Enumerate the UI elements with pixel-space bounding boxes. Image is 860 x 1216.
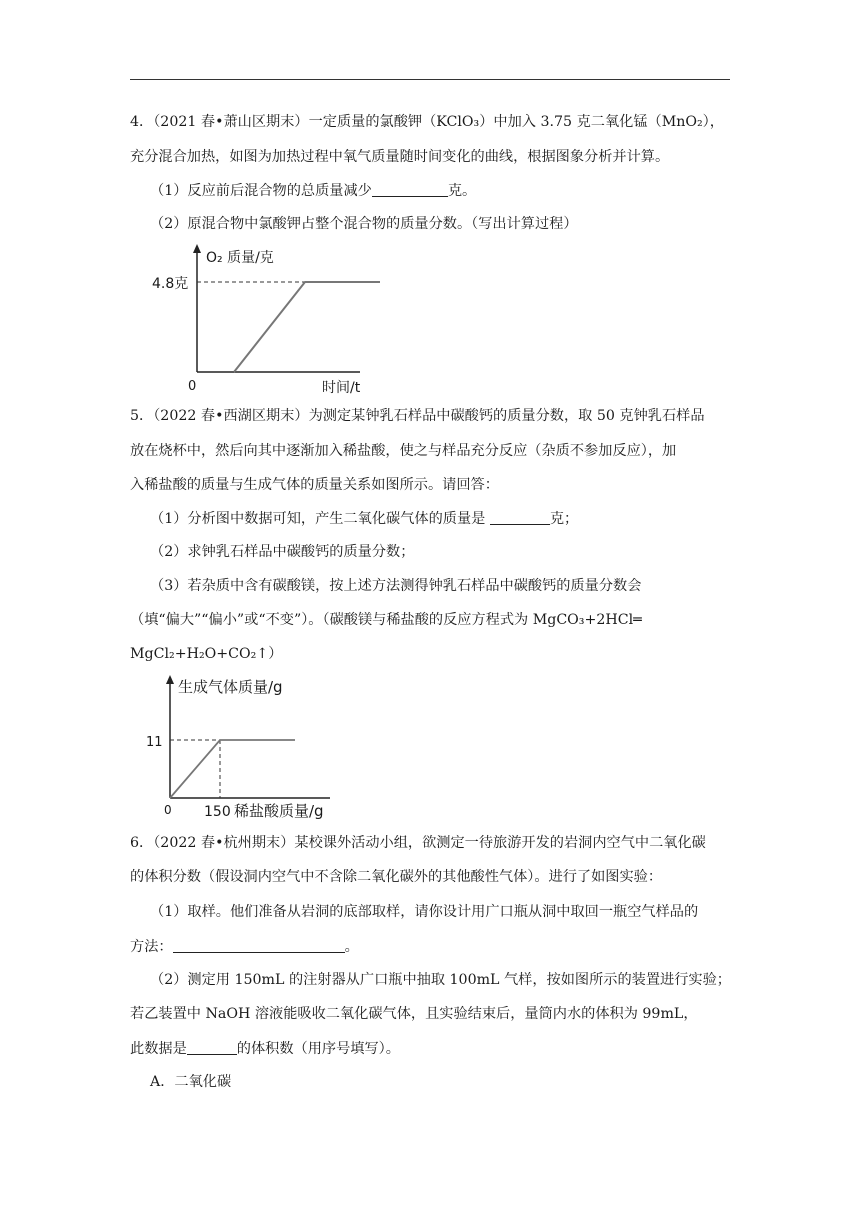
q5-xtick: 150 (204, 804, 231, 820)
q6-sub1-end: 。 (344, 939, 359, 955)
q5-sub3-line1: （3）若杂质中含有碳酸镁，按上述方法测得钟乳石样品中碳酸钙的质量分数会 (150, 578, 642, 594)
q5-xlabel: 稀盐酸质量/g (234, 802, 324, 820)
q4-origin: 0 (188, 379, 197, 394)
q6-sub1-line1: （1）取样。他们准备从岩洞的底部取样，请你设计用广口瓶从洞中取回一瓶空气样品的 (150, 904, 699, 920)
q5-sub3-line3: MgCl₂+H₂O+CO₂↑） (130, 646, 283, 662)
q4-ytick: 4.8克 (152, 276, 189, 292)
q5-sub2: （2）求钟乳石样品中碳酸钙的质量分数； (150, 544, 415, 560)
q4-xlabel: 时间/t (322, 380, 361, 396)
q5-stem-line1: 5．（2022 春•西湖区期末）为测定某钟乳石样品中碳酸钙的质量分数，取 50 克钟乳石样品 (130, 408, 705, 424)
q4-ylabel: O₂ 质量/克 (206, 250, 274, 266)
q6-sub2-line3 (130, 1038, 400, 1059)
q5-sub1 (150, 508, 578, 529)
q6-sub1-line2 (130, 936, 359, 957)
q4-y-arrow (193, 244, 201, 253)
q6-option-a[interactable]: A．二氧化碳 (150, 1074, 232, 1090)
q5-ylabel: 生成气体质量/g (178, 678, 283, 696)
q6-sub1-blank[interactable] (173, 936, 345, 953)
q5-stem-line3: 入稀盐酸的质量与生成气体的质量关系如图所示。请回答： (130, 477, 499, 493)
q4-sub2: （2）原混合物中氯酸钾占整个混合物的质量分数。（写出计算过程） (150, 216, 578, 232)
q5-origin: 0 (164, 803, 172, 817)
q6-sub2-end: 的体积数（用序号填写）。 (236, 1041, 400, 1057)
q6-stem-line1: 6．（2022 春•杭州期末）某校课外活动小组，欲测定一待旅游开发的岩洞内空气中二氧化碳 (130, 835, 706, 851)
q6-sub2-text: 此数据是 (130, 1041, 187, 1057)
q4-stem-line1: 4．（2021 春•萧山区期末）一定质量的氯酸钾（KClO₃）中加入 3.75 克二氧化锰（MnO₂）， (130, 114, 724, 130)
q5-sub1-text: （1）分析图中数据可知，产生二氧化碳气体的质量是 (150, 511, 486, 527)
q5-chart (140, 670, 350, 820)
q4-sub1 (150, 180, 476, 201)
q4-sub1-blank[interactable] (372, 180, 448, 197)
q5-sub1-unit: 克； (549, 511, 579, 527)
q5-sub3-line2: （填“偏大”“偏小”或“不变”）。（碳酸镁与稀盐酸的反应方程式为 MgCO₃+2HCl═ (130, 612, 642, 628)
q6-stem-line2: 的体积分数（假设洞内空气中不含除二氧化碳外的其他酸性气体）。进行了如图实验： (130, 869, 663, 885)
header-rule (130, 79, 730, 80)
q4-chart (150, 240, 390, 396)
q4-sub1-unit: 克。 (447, 183, 477, 199)
q4-curve (234, 282, 380, 372)
q6-sub2-line1: （2）测定用 150mL 的注射器从广口瓶中抽取 100mL 气样，按如图所示的装置进行实验； (150, 972, 731, 988)
q4-stem-line2: 充分混合加热，如图为加热过程中氧气质量随时间变化的曲线，根据图象分析并计算。 (130, 149, 670, 165)
q5-y-arrow (166, 675, 174, 684)
q5-ytick: 11 (146, 735, 163, 750)
q6-sub1-text: 方法： (130, 939, 173, 955)
q6-sub2-line2: 若乙装置中 NaOH 溶液能吸收二氧化碳气体，且实验结束后，量筒内水的体积为 99mL， (130, 1006, 698, 1022)
q5-curve (170, 740, 295, 798)
q6-sub2-blank[interactable] (187, 1038, 237, 1055)
q4-sub1-text: （1）反应前后混合物的总质量减少 (150, 183, 372, 199)
q5-stem-line2: 放在烧杯中，然后向其中逐渐加入稀盐酸，使之与样品充分反应（杂质不参加反应），加 (130, 443, 677, 459)
q5-sub1-blank[interactable] (490, 508, 550, 525)
